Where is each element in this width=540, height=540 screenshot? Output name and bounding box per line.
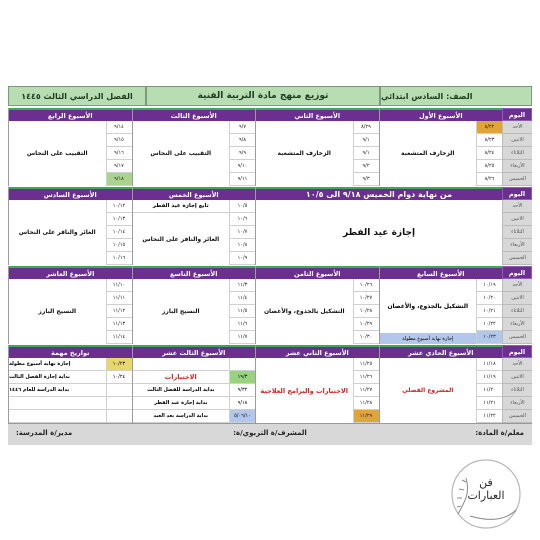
week-date: ١١/١٢: [106, 305, 132, 318]
week-lesson: النسيج البارز: [9, 279, 106, 344]
week-date: ١١/١٨: [476, 358, 502, 371]
important-row: [9, 397, 132, 410]
week-date: ٨/٢٩: [353, 121, 379, 134]
band-weeks-11-13: [8, 345, 532, 423]
day-column-head: اليوم: [502, 266, 532, 279]
week-date: ١١/٢٧: [353, 384, 379, 397]
week-date: ١١/٤: [229, 292, 255, 305]
eid-holiday-label: إجازة عيد الفطر: [256, 200, 502, 265]
exam-text: [133, 358, 230, 370]
important-row: [9, 358, 132, 371]
day-thursday: الخميس: [502, 252, 532, 265]
week-lesson: الزخارف المتشعبة: [380, 121, 477, 186]
week-title: الأسبوع السادس: [9, 187, 132, 200]
week-date: ١١/٣: [229, 279, 255, 292]
exam-row: [133, 397, 256, 410]
week-date: ٨/٢٢: [476, 121, 502, 134]
brand-logo: [440, 452, 532, 536]
eid-banner: من نهاية دوام الخميس ٩/١٨ الى ١٠/٥: [256, 187, 502, 200]
week-date: ١٠/٢٨: [353, 305, 379, 318]
important-date: [106, 384, 132, 396]
week-date: ٩/١١: [229, 173, 255, 186]
week-title: الأسبوع الرابع: [9, 108, 132, 121]
day-column-head: اليوم: [502, 187, 532, 200]
week-title: الأسبوع التاسع: [133, 266, 256, 279]
week-13: [132, 345, 256, 423]
week-date: ٩/١: [353, 134, 379, 147]
week-date: ٩/١٦: [106, 147, 132, 160]
week-date: ١١/١٠: [106, 279, 132, 292]
important-text: [9, 410, 106, 422]
day-monday: الاثنين: [502, 213, 532, 226]
band-weeks-1-4: [8, 108, 532, 186]
logo-line1: فن: [479, 476, 493, 489]
week-7: [379, 266, 503, 344]
week-date: ١٠/١٩: [476, 279, 502, 292]
day-column: [502, 345, 532, 423]
week-title: الأسبوع العاشر: [9, 266, 132, 279]
week-date: ١٠/٢٦: [353, 279, 379, 292]
week-title: الأسبوع الثالث عشر: [133, 345, 256, 358]
exam-date: ٥/٠٦/١٠: [229, 410, 255, 422]
week-2: [255, 108, 379, 186]
week-date: ١١/٢٠: [476, 384, 502, 397]
important-text: [9, 397, 106, 409]
day-column: [502, 108, 532, 186]
exam-date: ٩/١٨: [229, 397, 255, 409]
week-date: ١١/١٤: [106, 331, 132, 344]
week-date: ٨/٢٤: [476, 147, 502, 160]
week-date: ١١/١١: [106, 292, 132, 305]
important-date: [106, 410, 132, 422]
week-lesson: التقبيب على النحاس: [9, 121, 106, 186]
teacher-signature: معلم/ة المادة:: [475, 429, 524, 437]
week-1: [379, 108, 503, 186]
day-monday: الاثنين: [502, 134, 532, 147]
day-sunday: الأحد: [502, 279, 532, 292]
week-title: الأسبوع الأول: [380, 108, 503, 121]
principal-signature: مدير/ة المدرسة:: [15, 429, 73, 437]
day-wednesday: الأربعاء: [502, 397, 532, 410]
band-eid: [8, 187, 532, 265]
important-row: [9, 384, 132, 397]
week-lesson: النسيج البارز: [133, 279, 230, 344]
week-date: ١١/٢٥: [353, 358, 379, 371]
week-6: [8, 187, 132, 265]
week-date: ٩/١: [353, 147, 379, 160]
day-sunday: الأحد: [502, 200, 532, 213]
week-8: [255, 266, 379, 344]
week-lesson: الغائر والنافر على النحاس: [9, 200, 106, 265]
page-title: توزيع منهج مادة التربية الفنية: [146, 86, 380, 106]
week-date: ٩/٢: [353, 160, 379, 173]
long-weekend-note: إجازة نهاية أسبوع مطولة: [380, 333, 477, 344]
week-date: ١٠/١٥: [106, 239, 132, 252]
day-tuesday: الثلاثاء: [502, 147, 532, 160]
day-wednesday: الأربعاء: [502, 318, 532, 331]
signature-row: [8, 423, 532, 445]
week-date: ٩/١٥: [106, 134, 132, 147]
week-date: ٩/١٤: [106, 121, 132, 134]
exam-date: ٩/٣٢: [229, 384, 255, 396]
week-date: ١٠/٥: [229, 200, 255, 213]
supervisor-signature: المشرف/ة التربوي/ة:: [233, 429, 307, 437]
exam-text: بداية الدراسة للفصل الثالث: [147, 387, 215, 393]
week-title: الأسبوع الثاني: [256, 108, 379, 121]
week-date: ١٠/٣٠: [353, 331, 379, 344]
week-lesson: الغائر والنافر على النحاس: [133, 213, 230, 265]
exam-row: [133, 358, 256, 371]
curriculum-sheet: [8, 86, 532, 448]
day-wednesday: الأربعاء: [502, 239, 532, 252]
exam-row: [133, 410, 256, 423]
week-date: ١١/١٩: [476, 371, 502, 384]
logo-line2: العبارات: [467, 489, 505, 502]
week-date: ٩/١٧: [106, 160, 132, 173]
exam-text: بداية إجازة عيد الفطر: [154, 400, 208, 406]
week-date: ٨/٢٣: [476, 134, 502, 147]
week-date: ١٠/٢٩: [353, 318, 379, 331]
important-date: ١٠/٢٣: [106, 358, 132, 370]
week-date: ١١/٦: [229, 318, 255, 331]
week-title: الأسبوع الثامن: [256, 266, 379, 279]
week-date: ١١/٧: [229, 331, 255, 344]
week-date: ١٠/١٢: [106, 200, 132, 213]
exam-text: الاختبارات: [164, 373, 197, 381]
day-tuesday: الثلاثاء: [502, 384, 532, 397]
week-9: [132, 266, 256, 344]
week-lesson: المشروع الفصلي: [380, 358, 477, 423]
week-5: [132, 187, 256, 265]
day-thursday: الخميس: [502, 410, 532, 423]
exam-date: [229, 358, 255, 370]
day-tuesday: الثلاثاء: [502, 305, 532, 318]
term-label: الفصل الدراسي الثالث ١٤٤٥: [8, 86, 146, 106]
day-thursday: الخميس: [502, 173, 532, 186]
week-12: [255, 345, 379, 423]
day-sunday: الأحد: [502, 358, 532, 371]
important-date: [106, 397, 132, 409]
week-title: الأسبوع الثالث: [133, 108, 256, 121]
week-date: ٩/٧: [229, 121, 255, 134]
week-date: ١٠/٢٠: [476, 292, 502, 305]
week-date: ٨/٢٦: [476, 173, 502, 186]
week-date: ١١/٢٢: [476, 410, 502, 423]
week-date: ٨/٢٥: [476, 160, 502, 173]
important-row: [9, 410, 132, 423]
important-dates: [8, 345, 132, 423]
week-date: ١٠/١٤: [106, 226, 132, 239]
day-monday: الاثنين: [502, 292, 532, 305]
week-date: ٩/٩: [229, 147, 255, 160]
important-text: إجازة نهاية أسبوع مطولة: [9, 358, 106, 370]
day-monday: الاثنين: [502, 371, 532, 384]
important-text: بداية إجازة الفصل الثالث: [9, 371, 106, 383]
week-date: ١٠/٩: [229, 252, 255, 265]
week-lesson: الاختبارات والبرامج العلاجية: [256, 358, 353, 423]
week-date: ٩/٣: [353, 173, 379, 186]
day-column: [502, 266, 532, 344]
week-date: ١١/٢١: [476, 397, 502, 410]
exam-text: بداية الدراسة بعد العيد: [153, 413, 209, 419]
important-dates-title: تواريخ مهمة: [9, 345, 132, 358]
week-date: ٩/٨: [229, 134, 255, 147]
week-lesson: التقبيب على النحاس: [133, 121, 230, 186]
week-date: ٩/١٨: [106, 173, 132, 186]
week-title: الأسبوع الحادي عشر: [380, 345, 503, 358]
week-date: ١٠/٨: [229, 239, 255, 252]
week-date: ٩/١٠: [229, 160, 255, 173]
eid-holiday-block: [255, 187, 502, 265]
day-thursday: الخميس: [502, 331, 532, 344]
week-3: [132, 108, 256, 186]
important-text: بداية الدراسة للعام ١٤٤٦: [9, 384, 106, 396]
week-date: ١١/٥: [229, 305, 255, 318]
week-4: [8, 108, 132, 186]
grade-label: الصف: السادس ابتدائي: [380, 86, 532, 106]
day-tuesday: الثلاثاء: [502, 226, 532, 239]
week-date: ١١/١٣: [106, 318, 132, 331]
day-sunday: الأحد: [502, 121, 532, 134]
week-lesson: التشكيل بالجذوع، والأغصان: [387, 302, 469, 310]
exam-row: [133, 384, 256, 397]
important-date: ١٠/٢٤: [106, 371, 132, 383]
week-10: [8, 266, 132, 344]
important-row: [9, 371, 132, 384]
week-lesson: الزخارف المتشعبة: [256, 121, 353, 186]
week-date: ١١/٢٩: [353, 410, 379, 423]
week-date: ١٠/٢٣: [476, 331, 502, 344]
day-wednesday: الأربعاء: [502, 160, 532, 173]
band-weeks-7-10: [8, 266, 532, 344]
week-date: ١٠/١٦: [106, 252, 132, 265]
week-date: ١٠/٢١: [476, 305, 502, 318]
week-title: الأسبوع الثاني عشر: [256, 345, 379, 358]
day-column-head: اليوم: [502, 108, 532, 121]
week-date: ١٠/٢٢: [476, 318, 502, 331]
week-date: ١٠/٦: [229, 213, 255, 226]
day-column-head: اليوم: [502, 345, 532, 358]
week-11: [379, 345, 503, 423]
week-date: ١١/٢٨: [353, 397, 379, 410]
week-lesson: التشكيل بالجذوع، والأغصان: [256, 279, 353, 344]
week-date: ١٠/١٣: [106, 213, 132, 226]
week-title: الأسبوع السابع: [380, 266, 503, 279]
week-date: ١٠/٧: [229, 226, 255, 239]
week-date: ١١/٢٦: [353, 371, 379, 384]
exam-date: ١٩/٣: [229, 371, 255, 383]
eid-continuation: تابع إجازة عيد الفطر: [133, 200, 230, 213]
day-column: [502, 187, 532, 265]
week-date: ١٠/٢٧: [353, 292, 379, 305]
exam-row: [133, 371, 256, 384]
logo-text: [440, 476, 532, 502]
week-title: الأسبوع الخمس: [133, 187, 256, 200]
title-row: [8, 86, 532, 106]
